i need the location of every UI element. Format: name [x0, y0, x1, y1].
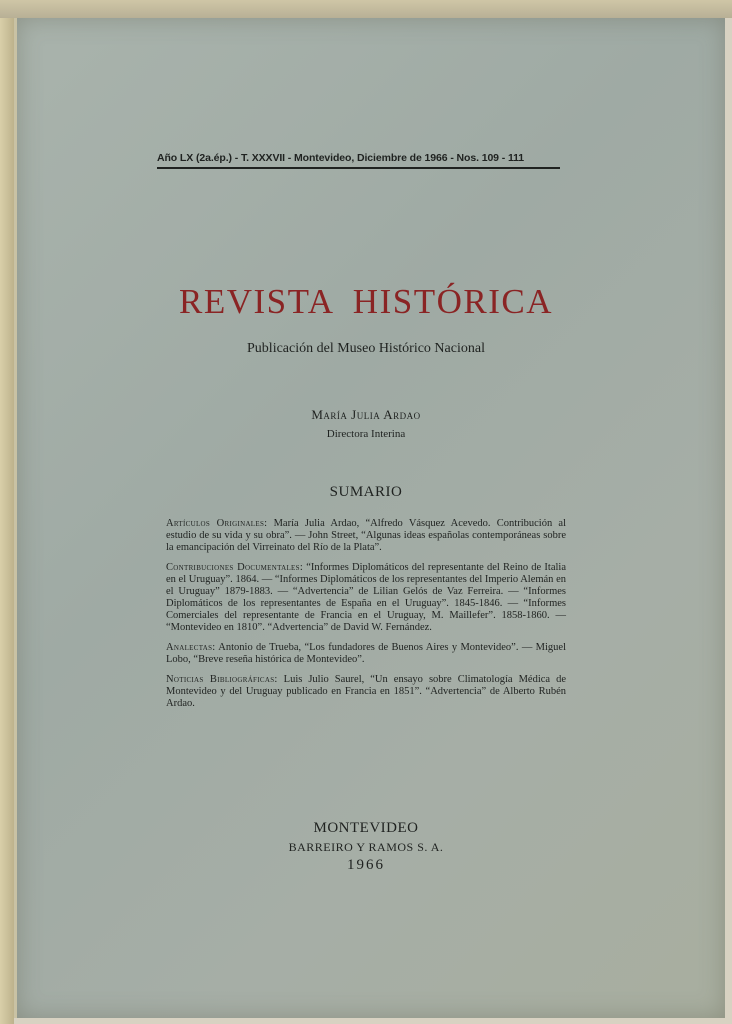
- sumario-list: [166, 518, 566, 718]
- sumario-entry-label: Noticias Bibliográficas:: [166, 674, 278, 685]
- director-role: Directora Interina: [326, 428, 406, 440]
- sumario-entry-analectas: [166, 642, 566, 666]
- publisher-city: MONTEVIDEO: [313, 820, 419, 836]
- sumario-entry-label: Analectas:: [166, 642, 216, 653]
- sumario-entry-text: “Informes Diplomáticos del representante del Reino de Italia en el Uruguay”. 1864. — “Informes Diplomáticos de los representantes del Imperio Alemán en el Uruguay” 1879-1883. — “Advertencia” de Lilian Gelós de Vaz Ferreira. — “Informes Diplomáticos de los representantes de España en el Uruguay”. 1845-1846. — “Informes Comerciales del representante de Francia en el Uruguay, M. Maillefer”. 1858-1860. — “Montevideo en 1810”. “Advertencia” de David W. Fernández.: [166, 562, 566, 633]
- publication-year: 1966: [347, 857, 385, 873]
- publisher-name: BARREIRO Y RAMOS S. A.: [288, 840, 444, 854]
- journal-title: REVISTA HISTÓRICA: [179, 282, 553, 321]
- sumario-entry-articulos: [166, 518, 566, 554]
- sumario-entry-text: María Julia Ardao, “Alfredo Vásquez Acevedo. Contribución al estudio de su vida y su obra”. — John Street, “Algunas ideas españolas contemporáneas sobre la emancipación del Virreinato del Río de la Plata”.: [166, 518, 566, 553]
- sumario-entry-contribuciones: [166, 562, 566, 634]
- sumario-entry-text: Antonio de Trueba, “Los fundadores de Buenos Aires y Montevideo”. — Miguel Lobo, “Breve reseña histórica de Montevideo”.: [166, 642, 567, 665]
- sumario-entry-text: Luis Julio Saurel, “Un ensayo sobre Climatología Médica de Montevideo y del Uruguay publicado en Francia en 1851”. “Advertencia” de Alberto Rubén Ardao.: [166, 674, 566, 709]
- sumario-entry-noticias: [166, 674, 566, 710]
- issue-line: Año LX (2a.ép.) - T. XXXVII - Montevideo, Diciembre de 1966 - Nos. 109 - 111: [157, 152, 560, 169]
- sumario-heading: SUMARIO: [329, 484, 403, 500]
- director-name: María Julia Ardao: [311, 407, 421, 422]
- sumario-entry-label: Artículos Originales:: [166, 518, 268, 529]
- book-top-edge: [0, 0, 732, 18]
- sumario-entry-label: Contribuciones Documentales:: [166, 562, 304, 573]
- journal-subtitle: Publicación del Museo Histórico Nacional: [247, 341, 485, 356]
